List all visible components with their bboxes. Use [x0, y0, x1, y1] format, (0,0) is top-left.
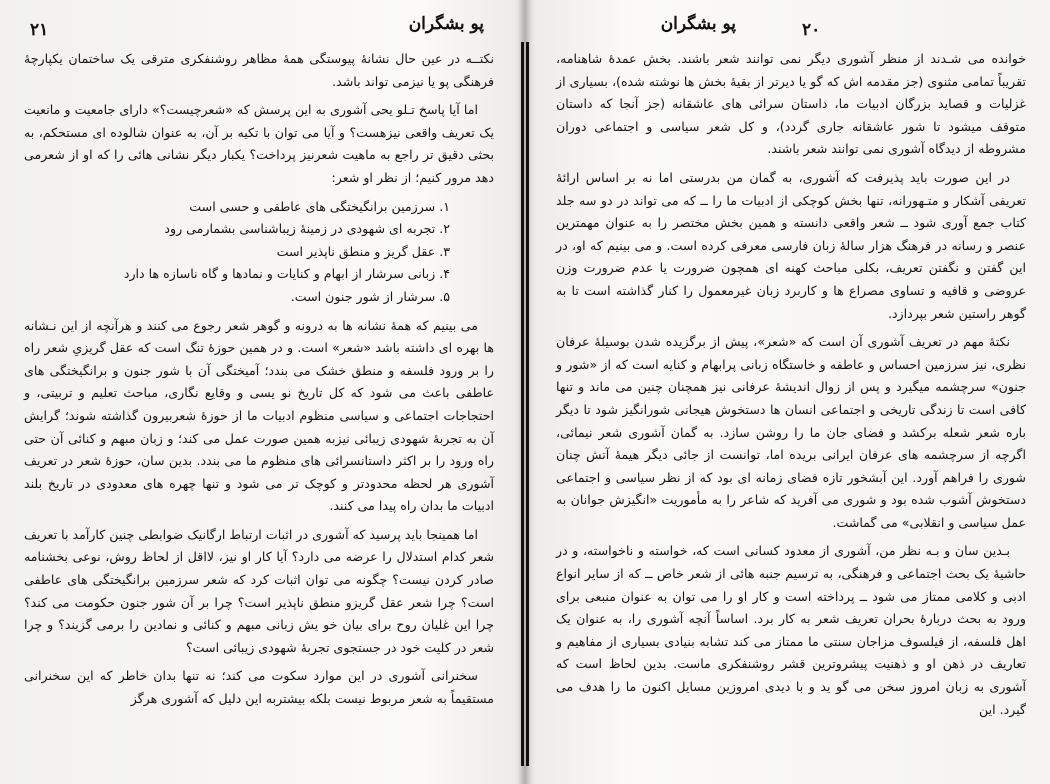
right-paragraph-2: در این صورت باید پذیرفت که آشوری، به گمان من بدرستی اما نه بر اساس ارائهٔ تعریفی آشکار و متـهورانه، تنها بخش کوچکی از ادبیات ما را ــ که می تواند در دو سه جلد کتاب جمع آوری شود ــ شعر واقعی دانسته و همین بخش مختصر را به عنوان مهمترین عنصر و رسانه در فرهنگ هزار سالهٔ زبان فارسی معرفی کرده است. و می بینیم که او، در این گفتن و نگفتن تعریف، بکلی مباحث کهنه ای همچون ضرورت یا عدم ضرورت وزن عروضی و قافیه و تساوی مصراع ها و کاربرد زبان غیرمعمول را کنار گذاشته است تا به گوهر راستین شعر بپردازد. — [556, 169, 1026, 321]
list-item: ۴. زبانی سرشار از ابهام و کنایات و نمادها و گاه ناسازه ها دارد — [123, 266, 450, 282]
criteria-list — [24, 196, 494, 309]
left-paragraph-3: می بینیم که همهٔ نشانه ها به درونه و گوهر شعر رجوع می کنند و هرآنچه از این نـشانه ها بهره ای داشته باشد «شعر» است. و در همین حوزهٔ تنگ است که عقل گریزیِ شعر راه را بر ورود فلسفه و منطق خشک می بندد؛ آمیختگی آن با شور جنون و برانگیختگی های عاطفی باعث می شود که کل تاریخ نو یسی و وقایع نگاری، مباحث تعلیم و تربیتی، و احتجاجات اجتماعی و سیاسی منظوم ادبیات ما از حوزهٔ شعربیرون گذاشته شوند؛ گرایش آن به تجربهٔ شهودی زیبائی نیزبه همین صورت عمل می کند؛ و زبان مبهم و کنائی آن حتی راه ورود را بر اکثر داستانسرائی های منظوم ما می بندد. بدین سان، حوزهٔ شعر در تعریف آشوری هر لحظه محدودتر و کوچک تر می شود و تنها چهره های معدودی در تاریخ بلند ادبیات ما بدان راه پیدا می کنند. — [24, 317, 494, 514]
right-paragraph-4: بـدین سان و بـه نظر من، آشوری از معدود کسانی است که، خواسته و ناخواسته، و در حاشیهٔ یک بحث اجتماعی و فرهنگی، به ترسیم جنبه هائی از شعر خاص ــ که از سایر انواع ادبی و کلامی ممتاز می شود ــ پرداخته است و کار او را می توان به عنوان منبعی برای ورود به بحث دربارهٔ بحران تعریف شعر به کار برد. اساساً آنچه آشوری را، به عنوان یک اهل فلسفه، از فیلسوف مزاجان سنتی ما ممتاز می کند تشابه بنیادی بسیاری از مفاهیم و تعاریف در ذهن او و ذهنیت پیشروترین قشر روشنفکری ماست. بدین لحاظ است که آشوری به زبان امروز سخن می گو ید و با دیدی امروزین مسایل اکنون ما را هدف می گیرد. این — [556, 543, 1026, 717]
list-item: ۵. سرشار از شور جنون است. — [290, 288, 450, 304]
left-running-head — [24, 14, 494, 48]
right-body-text — [556, 48, 1026, 721]
left-page-number: ۲۱ — [30, 20, 49, 40]
list-item: ۲. تجربه ای شهودی در زمینهٔ زیباشناسی بشمارمی رود — [164, 221, 450, 237]
right-paragraph-1: خوانده می شـدند از منظر آشوری دیگر نمی توانند شعر باشند. بخش عمدهٔ شاهنامه، تقریباً تمامی مثنوی (جز مقدمه اش که گو یا دیرتر از بقیهٔ بخش ها نوشته شده)، بسیاری از غزلیات و قصاید بزرگان ادبیات ما، داستان سرائی های عاشقانه (جز آنجا که داستان متوقف میشود تا شور عاشقانه جاری گردد)، و کل شعر سیاسی و اجتماعی دوران مشروطه از دیدگاه آشوری نمی توانند شعر باشند. — [556, 51, 1026, 157]
left-page — [0, 0, 518, 784]
right-page — [532, 0, 1050, 784]
right-paragraph-3: نکتهٔ مهم در تعریف آشوری آن است که «شعر»، پیش از برگزیده شدن بوسیلهٔ عرفان نظری، نیز سرزمین احساس و عاطفه و خاستگاه زبانی پرابهام و کنایه است که از «شور و جنون» سرچشمه میگیرد و پس از زوال اندیشهٔ عرفانی نیز همچنان چنین می ماند و تنها کافی است تا زندگی تاریخی و اجتماعی انسان ها دستخوش هیجانی شورانگیز شود تا دیگر باره شعر شعله برکشد و فضای جان ما را روشن سازد. به گمان آشوری شعر نیمائی، اگرچه از سرچشمه های عرفان ایرانی بریده اما، توانست از جائی دیگر هیمهٔ آتش چنان شوری را فراهم آورد. این آبشخور تازه فضای زمانه ای بود که از نظر سیاسی و اجتماعی دستخوش آشوب شده بود و شوری می آفرید که شاعر را به مأموریت «انگیزش جوانان به عمل سیاسی و انقلابی» می گماشت. — [556, 334, 1026, 530]
left-paragraph-5: سخنرانی آشوری در این موارد سکوت می کند؛ نه تنها بدان خاطر که این سخنرانی مستقیماً به شعر مربوط نیست بلکه بیشتربه این دلیل که آشوری هرگز — [24, 668, 494, 707]
left-running-title: پو بشگران — [408, 14, 484, 34]
left-paragraph-2: اما آیا پاسخ تـلو یحی آشوری به این پرسش که «شعرچیست؟» دارای جامعیت و مانعیت یک تعریف واقعی نیزهست؟ و آیا می توان با تکیه بر آن، به عنوان شالوده ای مستحکم، به بحثی دقیق تر راجع به ماهیت شعرنیز پرداخت؟ یکبار دیگر نشانی هائی را که او از شعرمی دهد مرور کنیم؛ از نظر او شعر: — [24, 102, 494, 185]
right-running-title: پو بشگران — [660, 14, 736, 34]
left-margin-rule — [521, 42, 524, 766]
left-body-text — [24, 48, 494, 711]
right-margin-rule — [526, 42, 529, 766]
list-item: ۱. سرزمین برانگیختگی های عاطفی و حسی است — [189, 198, 450, 214]
left-paragraph-4: اما همینجا باید پرسید که آشوری در اثبات ارتباط ارگانیک ضوابطی چنین کارآمد با تعریف شعر کدام استدلال را عرضه می دارد؟ آیا کار او نیز، لااقل از لحاظ روش، نوعی بخشنامه صادر کردن نیست؟ چگونه می توان اثبات کرد که شعر سرزمین برانگیختگی های عاطفی است؟ چرا شعر عقل گریزو منطق ناپذیر است؟ چرا بر آن شور جنون حکومت می کند؟ چرا این غلیان روح برای بیان خو یش زبانی مبهم و کنائی و نمادین را برمی گزیند؟ و چرا شعر در کلیت خود در جستجوی تجربهٔ شهودی زیبائی است؟ — [24, 526, 494, 655]
list-item: ۳. عقل گریز و منطق ناپذیر است — [276, 243, 450, 259]
right-page-number: ۲۰ — [802, 20, 821, 40]
left-paragraph-1: نکتــه در عین حال نشانهٔ پیوستگی همهٔ مظاهر روشنفکری مترقی یک ساختمان یکپارچهٔ فرهنگی پو یا نیزمی تواند باشد. — [24, 51, 494, 89]
right-running-head — [556, 14, 1026, 48]
